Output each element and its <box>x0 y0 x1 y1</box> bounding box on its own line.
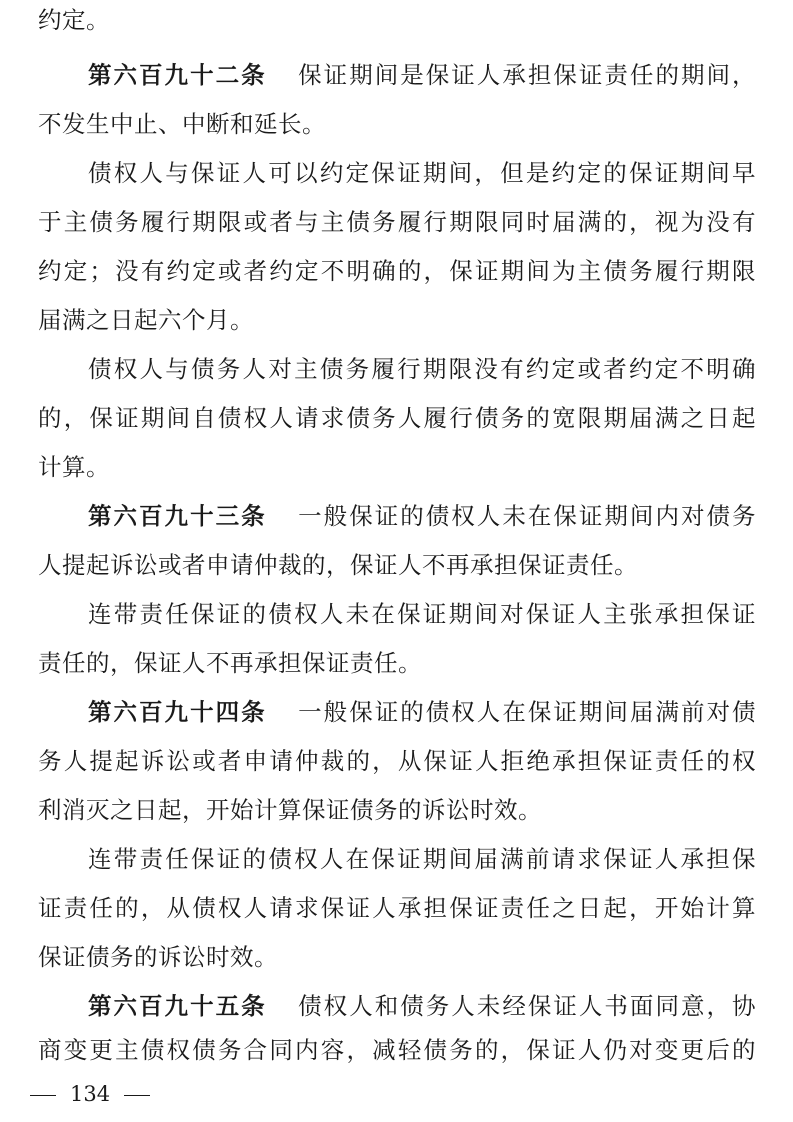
text-line: 届满之日起六个月。 <box>38 306 254 334</box>
article-694-heading <box>88 692 756 732</box>
text-line: 商变更主债权债务合同内容，减轻债务的，保证人仍对变更后的 <box>38 1036 756 1064</box>
footer-dash-left <box>30 1095 56 1096</box>
text-line: 约定。 <box>38 6 110 34</box>
article-number: 第六百九十二条 <box>88 61 267 89</box>
text-line: 于主债务履行期限或者与主债务履行期限同时届满的，视为没有 <box>38 208 756 236</box>
article-text: 债权人和债务人未经保证人书面同意，协 <box>296 992 757 1020</box>
text-line: 不发生中止、中断和延长。 <box>38 110 326 138</box>
article-text: 保证期间是保证人承担保证责任的期间， <box>296 61 757 89</box>
article-692-heading <box>88 55 756 95</box>
text-line: 约定；没有约定或者约定不明确的，保证期间为主债务履行期限 <box>38 257 756 285</box>
text-line: 计算。 <box>38 453 110 481</box>
article-693-heading <box>88 496 756 536</box>
text-line: 保证债务的诉讼时效。 <box>38 943 278 971</box>
text-line: 连带责任保证的债权人在保证期间届满前请求保证人承担保 <box>88 845 756 873</box>
article-text: 一般保证的债权人未在保证期间内对债务 <box>296 502 757 530</box>
article-number: 第六百九十四条 <box>88 698 267 726</box>
text-line: 债权人与债务人对主债务履行期限没有约定或者约定不明确 <box>88 355 756 383</box>
text-line: 证责任的，从债权人请求保证人承担保证责任之日起，开始计算 <box>38 894 756 922</box>
footer-dash-right <box>124 1095 150 1096</box>
text-line: 责任的，保证人不再承担保证责任。 <box>38 649 422 677</box>
article-text: 一般保证的债权人在保证期间届满前对债 <box>296 698 757 726</box>
article-695-heading <box>88 986 756 1026</box>
text-line: 债权人与保证人可以约定保证期间，但是约定的保证期间早 <box>88 159 756 187</box>
page-number: 134 <box>70 1082 111 1106</box>
text-line: 人提起诉讼或者申请仲裁的，保证人不再承担保证责任。 <box>38 551 638 579</box>
article-number: 第六百九十五条 <box>88 992 267 1020</box>
text-line: 务人提起诉讼或者申请仲裁的，从保证人拒绝承担保证责任的权 <box>38 747 756 775</box>
article-number: 第六百九十三条 <box>88 502 267 530</box>
text-line: 连带责任保证的债权人未在保证期间对保证人主张承担保证 <box>88 600 756 628</box>
text-line: 利消灭之日起，开始计算保证债务的诉讼时效。 <box>38 796 542 824</box>
text-line: 的，保证期间自债权人请求债务人履行债务的宽限期届满之日起 <box>38 404 756 432</box>
page-footer <box>30 1074 150 1114</box>
